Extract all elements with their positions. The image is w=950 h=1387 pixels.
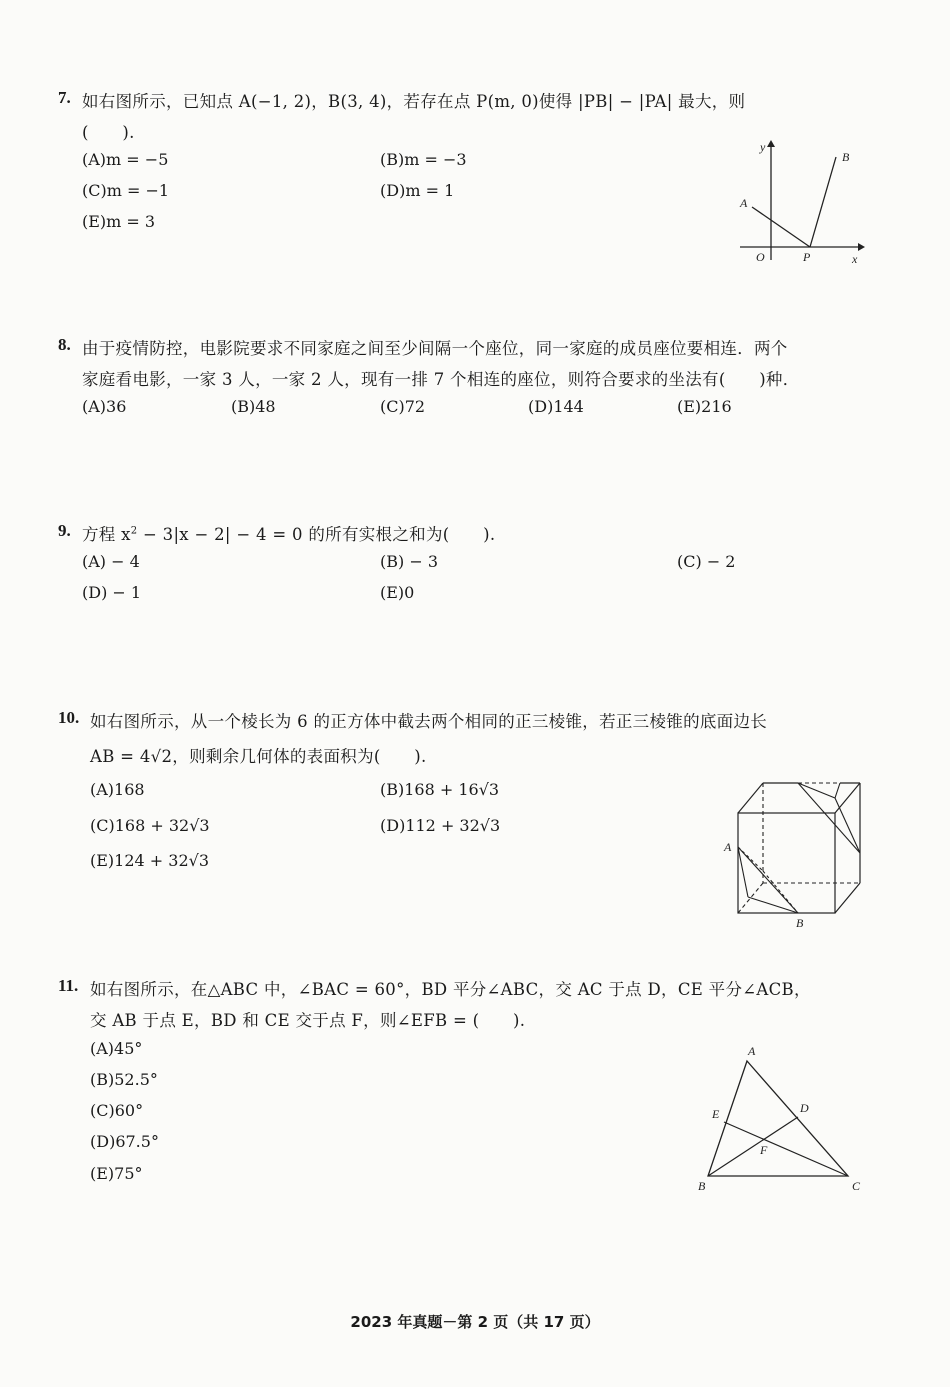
question-11-option-b[interactable]: (B)52.5° bbox=[90, 1070, 158, 1089]
question-11-stem-line1: 如右图所示，在△ABC 中，∠BAC = 60°，BD 平分∠ABC，交 AC 于点 D，CE 平分∠ACB， bbox=[90, 980, 811, 999]
label-E: E bbox=[712, 1107, 720, 1121]
question-11-option-e[interactable]: (E)75° bbox=[90, 1164, 143, 1183]
question-9-option-a[interactable]: (A) − 4 bbox=[82, 552, 140, 571]
label-B: B bbox=[796, 916, 804, 930]
question-11-option-a[interactable]: (A)45° bbox=[90, 1039, 143, 1058]
question-10-option-c[interactable]: (C)168 + 32√3 bbox=[90, 816, 210, 835]
label-A: A bbox=[748, 1044, 756, 1058]
question-9-option-b[interactable]: (B) − 3 bbox=[380, 552, 438, 571]
question-7-number: 7. bbox=[58, 88, 71, 107]
question-8-stem-line2: 家庭看电影，一家 3 人，一家 2 人，现有一排 7 个相连的座位，则符合要求的坐法有( )种． bbox=[82, 370, 800, 389]
label-B: B bbox=[698, 1179, 706, 1193]
label-x: x bbox=[852, 252, 858, 266]
question-8-option-d[interactable]: (D)144 bbox=[528, 397, 584, 416]
question-8-option-c[interactable]: (C)72 bbox=[380, 397, 426, 416]
question-11-option-c[interactable]: (C)60° bbox=[90, 1101, 144, 1120]
question-10-option-d[interactable]: (D)112 + 32√3 bbox=[380, 816, 501, 835]
question-8-stem-line1: 由于疫情防控，电影院要求不同家庭之间至少间隔一个座位，同一家庭的成员座位要相连．两个 bbox=[82, 339, 788, 358]
question-9-number: 9. bbox=[58, 521, 71, 540]
question-7-stem-line1: 如右图所示，已知点 A(−1, 2)，B(3, 4)，若存在点 P(m, 0)使得 |PB| − |PA| 最大，则 bbox=[82, 92, 746, 111]
question-7-option-b[interactable]: (B)m = −3 bbox=[380, 150, 467, 169]
question-9-option-d[interactable]: (D) − 1 bbox=[82, 583, 142, 602]
question-11-figure bbox=[690, 1040, 870, 1200]
segment-PA bbox=[752, 207, 810, 247]
question-8-option-a[interactable]: (A)36 bbox=[82, 397, 127, 416]
question-7-option-c[interactable]: (C)m = −1 bbox=[82, 181, 170, 200]
label-F: F bbox=[760, 1143, 768, 1157]
triangle-ABC bbox=[708, 1061, 848, 1176]
segment-PB bbox=[810, 157, 836, 247]
question-7-option-d[interactable]: (D)m = 1 bbox=[380, 181, 455, 200]
question-9-option-c[interactable]: (C) − 2 bbox=[677, 552, 736, 571]
question-7-figure bbox=[730, 135, 870, 270]
label-C: C bbox=[852, 1179, 861, 1193]
segment-CE bbox=[724, 1122, 848, 1176]
question-8-option-b[interactable]: (B)48 bbox=[231, 397, 276, 416]
y-axis-arrow bbox=[767, 140, 775, 147]
question-10-figure bbox=[720, 775, 870, 935]
question-11-number: 11. bbox=[58, 976, 79, 995]
label-y: y bbox=[760, 140, 766, 154]
cube-edge bbox=[738, 783, 763, 813]
x-axis-arrow bbox=[858, 243, 865, 251]
label-P: P bbox=[803, 250, 811, 264]
question-9-option-e[interactable]: (E)0 bbox=[380, 583, 415, 602]
cube-edge bbox=[835, 883, 860, 913]
label-A: A bbox=[724, 840, 732, 854]
label-O: O bbox=[756, 250, 765, 264]
segment-BD bbox=[708, 1117, 798, 1176]
question-7-option-e[interactable]: (E)m = 3 bbox=[82, 212, 156, 231]
question-8-number: 8. bbox=[58, 335, 71, 354]
question-9-exponent: 2 bbox=[130, 525, 138, 537]
question-11-stem-line2: 交 AB 于点 E，BD 和 CE 交于点 F，则∠EFB = ( ). bbox=[90, 1011, 526, 1030]
question-9-stem-b: − 3|x − 2| − 4 = 0 的所有实根之和为( ). bbox=[137, 525, 496, 544]
pyramid-edge bbox=[798, 783, 835, 798]
question-10-option-e[interactable]: (E)124 + 32√3 bbox=[90, 851, 210, 870]
page-footer: 2023 年真题－第 2 页（共 17 页） bbox=[350, 1313, 600, 1331]
pyramid-edge bbox=[835, 798, 860, 853]
question-7-option-a[interactable]: (A)m = −5 bbox=[82, 150, 169, 169]
question-8-option-e[interactable]: (E)216 bbox=[677, 397, 732, 416]
label-A: A bbox=[740, 196, 748, 210]
question-10-stem-line2: AB = 4√2，则剩余几何体的表面积为( ). bbox=[90, 747, 427, 766]
label-B: B bbox=[842, 150, 850, 164]
question-7-stem-line2: ( ). bbox=[82, 123, 135, 142]
question-10-option-b[interactable]: (B)168 + 16√3 bbox=[380, 780, 500, 799]
question-10-number: 10. bbox=[58, 708, 80, 727]
pyramid-edge bbox=[835, 783, 840, 798]
question-9-stem bbox=[82, 521, 495, 545]
label-D: D bbox=[800, 1101, 809, 1115]
question-10-stem-line1: 如右图所示，从一个棱长为 6 的正方体中截去两个相同的正三棱锥，若正三棱锥的底面边长 bbox=[90, 712, 768, 731]
pyramid-edge bbox=[738, 847, 748, 897]
question-10-option-a[interactable]: (A)168 bbox=[90, 780, 145, 799]
question-11-option-d[interactable]: (D)67.5° bbox=[90, 1132, 159, 1151]
question-9-stem-a: 方程 x bbox=[82, 525, 131, 544]
